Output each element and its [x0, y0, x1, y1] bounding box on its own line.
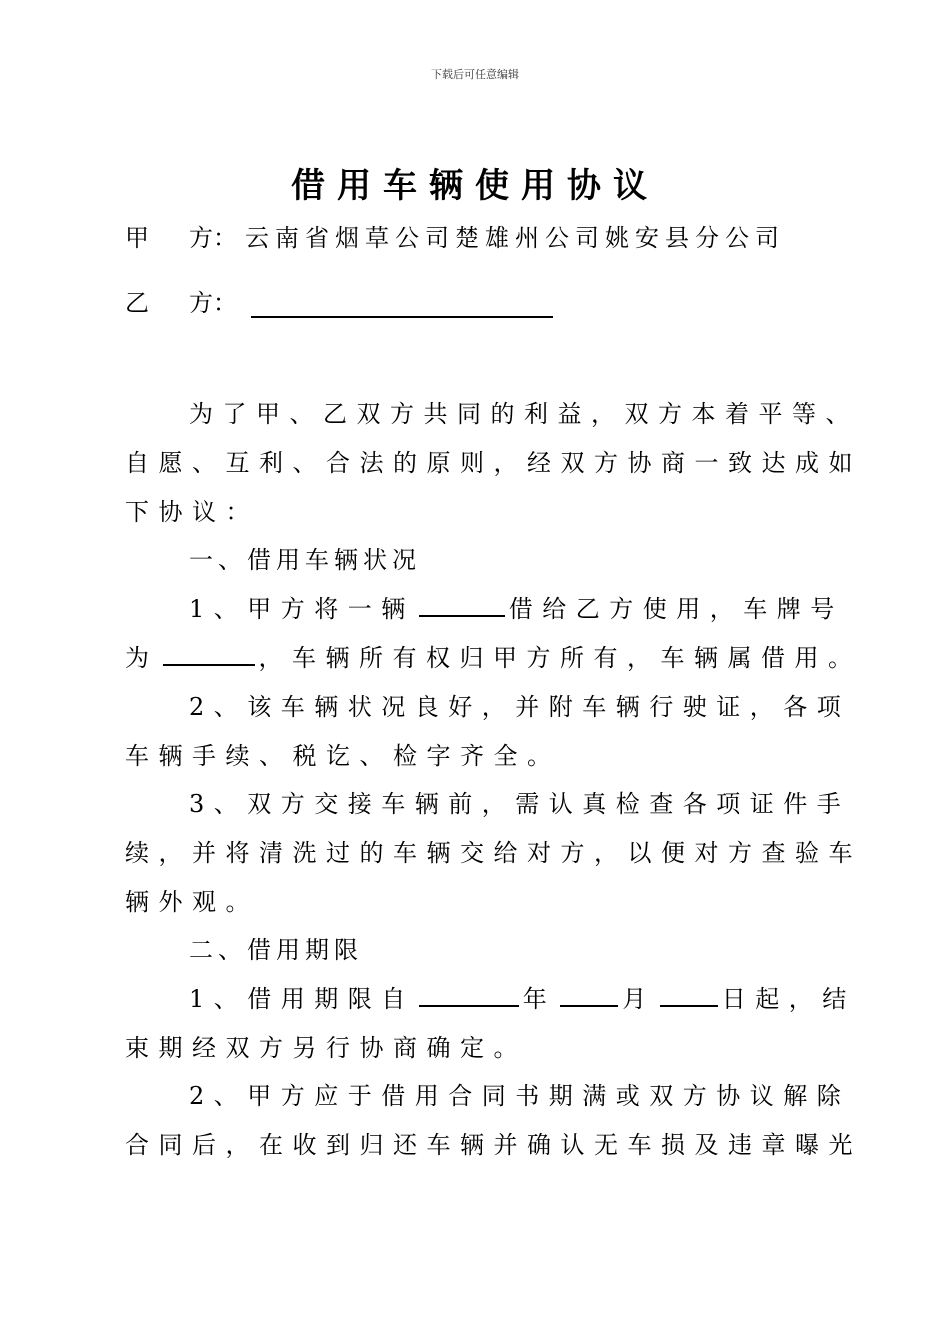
s1-p3-line-2: 续，并将清洗过的车辆交给对方，以便对方查验车 — [125, 839, 862, 867]
s1-p2-line-1: 2、该车辆状况良好，并附车辆行驶证，各项 — [189, 693, 851, 721]
party-b-line — [125, 283, 825, 318]
party-b-colon: 方： — [189, 289, 237, 317]
s1-p1-line-1 — [189, 589, 889, 624]
s2-p1-line-1 — [189, 979, 889, 1014]
day-label: 日起，结 — [721, 985, 856, 1013]
s1-p1-text-c: 为 — [125, 644, 159, 672]
party-a-label: 甲 — [125, 224, 149, 252]
s2-p1-line-2: 束期经双方另行协商确定。 — [125, 1034, 527, 1062]
intro-line-3: 下协议： — [125, 498, 259, 526]
document-title: 借用车辆使用协议 — [291, 166, 659, 206]
party-b-label: 乙 — [125, 289, 149, 317]
year-label: 年 — [522, 985, 557, 1013]
s1-p1-text-b: 借给乙方使用，车牌号 — [508, 595, 844, 623]
s1-p3-line-3: 辆外观。 — [125, 888, 259, 916]
vehicle-model-blank[interactable] — [419, 593, 505, 617]
s1-p1-text-d: ，车辆所有权归甲方所有，车辆属借用。 — [258, 644, 862, 672]
header-note: 下载后可任意编辑 — [431, 68, 519, 81]
section-1-heading: 一、借用车辆状况 — [189, 546, 421, 574]
s1-p1-text-a: 1、甲方将一辆 — [189, 595, 415, 623]
month-blank[interactable] — [560, 983, 618, 1007]
s1-p3-line-1: 3、双方交接车辆前，需认真检查各项证件手 — [189, 790, 851, 818]
month-label: 月 — [622, 985, 656, 1013]
party-b-blank[interactable] — [251, 290, 553, 318]
s1-p1-line-2 — [125, 638, 862, 673]
s2-p1-text-a: 1、借用期限自 — [189, 985, 415, 1013]
intro-line-1: 为了甲、乙双方共同的利益，双方本着平等、 — [189, 400, 859, 428]
party-a-value: 云南省烟草公司楚雄州公司姚安县分公司 — [245, 224, 785, 252]
day-blank[interactable] — [660, 983, 718, 1007]
party-a-colon: 方： — [189, 224, 237, 252]
plate-number-blank[interactable] — [163, 642, 255, 666]
s2-p2-line-2: 合同后，在收到归还车辆并确认无车损及违章曝光 — [125, 1131, 862, 1159]
party-a-line — [125, 218, 825, 253]
intro-line-2: 自愿、互利、合法的原则，经双方协商一致达成如 — [125, 449, 862, 477]
s2-p2-line-1: 2、甲方应于借用合同书期满或双方协议解除 — [189, 1082, 851, 1110]
section-2-heading: 二、借用期限 — [189, 936, 363, 964]
year-blank[interactable] — [419, 983, 519, 1007]
s1-p2-line-2: 车辆手续、税讫、检字齐全。 — [125, 742, 561, 770]
